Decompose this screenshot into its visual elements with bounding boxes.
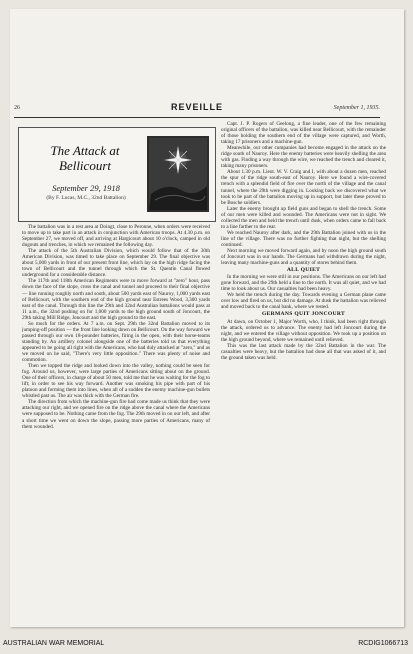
paragraph: About 1.30 p.m. Lieut. W. V. Craig and I, with about a dozen men, reached the spur of the ridge south-east of Nauroy. Here we found a wire-covered trench with a splendid field of fire over the north of the village and the canal tunnel, where the 29th were digging in. Looking back we discovered what we took to be part of the battalion moving up in support, but later these proved to be Bosche soldiers. <box>221 169 386 206</box>
page-number: 26 <box>14 105 20 111</box>
article-column-right <box>221 121 386 612</box>
archive-record-id: RCDIG1066713 <box>358 640 408 647</box>
paragraph: Capt. J. P. Rogers of Geelong, a fine leader, one of the few remaining original officers of the battalion, was killed near Bellicourt, with the remainder of those holding the southern end of the village were captured, and Worth, taking 17 prisoners and a machine-gun. <box>221 121 386 146</box>
star-sketch-illustration <box>147 136 209 212</box>
paragraph: The attack of the 5th Australian Division, which would follow that of the 30th American Division, was timed to take place on September 29. The final objective was about 5,000 yards in front of our present front line, which lay on the high ridge facing the town of Bellicourt and the tunnel through which the St. Quentin Canal flowed underground for a considerable distance. <box>22 248 210 279</box>
article-date: September 29, 1918 <box>52 183 120 193</box>
subheading: GERMANS QUIT JONCOURT <box>261 311 346 318</box>
newspaper-page <box>10 9 404 627</box>
paragraph: Next morning we moved forward again, and by noon the high ground south of Joncourt was in our hands. The Germans had withdrawn during the night, leaving many machine-guns and a quantity of stores behind them. <box>221 247 386 267</box>
issue-date: September 1, 1935. <box>333 105 380 111</box>
paragraph: We held the trench during the day. Towards evening a German plane came over low and fired on us, but did no damage. At dusk the battalion was relieved and moved back to the canal bank, where we rested. <box>221 292 386 311</box>
article-title: The Attack at Bellicourt <box>50 143 120 173</box>
subheading: ALL QUIET <box>286 267 321 274</box>
paragraph: Then we topped the ridge and looked down into the valley, nothing could be seen for fog. Around us, however, were large parties of Americans sitting about on the ground. One of their officers, in charge of about 50 men, told me that he was waiting for the fog to lift; in order to see his way forward. Another was smoking his pipe with part of his platoon and forming them into lines, when all of a sudden the enemy machine-gun bullets whistled past us. The air was thick with the German fire. <box>22 363 210 400</box>
paragraph: At dawn, on October 1, Major Worth, who, I think, had been right through the attack, ordered us to advance. The enemy had left Joncourt during the night, and we entered the village without opposition. We took up a position on the high ground beyond, where we remained until relieved. <box>221 318 386 343</box>
paragraph: Later the enemy brought up field guns and began to shell the trench. Some of our men were killed and wounded. The Americans were not in sight. We collected the men and held the trench until dusk, when orders came to fall back to a line farther to the rear. <box>221 205 386 230</box>
paragraph: The direction from which the machine-gun fire had come made us think that they were attacking our right, and we opened fire on the ridge above the canal where the Americans were supposed to be. Nothing came from the fog. The 29th moved in on our left, and after a short time we went on down the slope, passing more parties of Americans, many of them wounded. <box>22 399 210 430</box>
paragraph: The 117th and 118th American Regiments were to move forward at "zero" hour, pass down the face of the slope, cross the canal and tunnel and proceed to their final objective — line running roughly north and south, about 500 yards east of Nauroy, 1,000 yards east of Bellicourt, with the southern end of the high ground near Estrees Wood, 3,300 yards east of the canal. Through this line the 29th and 32nd Australian battalions would pass at 11 a.m., the 32nd pushing on for 1,000 yards to the high ground south of Joncourt, the 29th taking Mill Ridge, Joncourt and the high ground to the east. <box>22 278 210 321</box>
page-header <box>14 103 380 118</box>
paragraph: We reached Nauroy after dark, and the 29th Battalion joined with us in the line of the village. There was no further fighting that night, but the shelling continued. <box>221 229 386 248</box>
article-column-left <box>22 224 210 612</box>
paragraph: In the morning we were still in our positions. The Americans on our left had gone forward, and the 29th held a line to the north. It was all quiet, and we had time to look about us. Our casualties had been heavy. <box>221 274 386 293</box>
paragraph: This was the last attack made by the 32nd Battalion in the war. The casualties were heavy, but the battalion had done all that was asked of it, and the ground taken was held. <box>221 342 386 361</box>
masthead: REVEILLE <box>170 102 223 112</box>
title-box <box>18 127 216 222</box>
paragraph: Meanwhile, our other companies had become engaged in the attack on the ridge south of Nauroy. Here the enemy batteries were heavily shelling the area with gas. Finding a way through the wire, we reached the trench and cleared it, taking many prisoners. <box>221 145 386 170</box>
article-author: (By F. Lucas, M.C., 32nd Battalion) <box>46 195 126 201</box>
paragraph: So much for the orders. At 7 a.m. on Sept. 29th the 32nd Battalion moved to its jumping-off position — the front line looking down on Bellicourt. On the way forward we passed through our own 18-pounder batteries, firing in the open, with their horse-teams standing by. An artillery colonel alongside one of the batteries told us that everything appeared to be going all right with the Americans, who had duly attacked at "zero," and as we moved on he said, "There's very little opposition." There was plenty of noise and commotion. <box>22 320 210 364</box>
archive-credit: AUSTRALIAN WAR MEMORIAL <box>3 640 105 647</box>
paragraph: The battalion was in a rest area at Doingt, close to Peronne, when orders were received to move up to take part in an attack in conjunction with American troops. At 4.30 p.m. on September 27, we moved off, and arriving at Hargicourt about 10 o'clock, camped in old dugouts and trenches, in which we remained the following day. <box>22 224 210 249</box>
